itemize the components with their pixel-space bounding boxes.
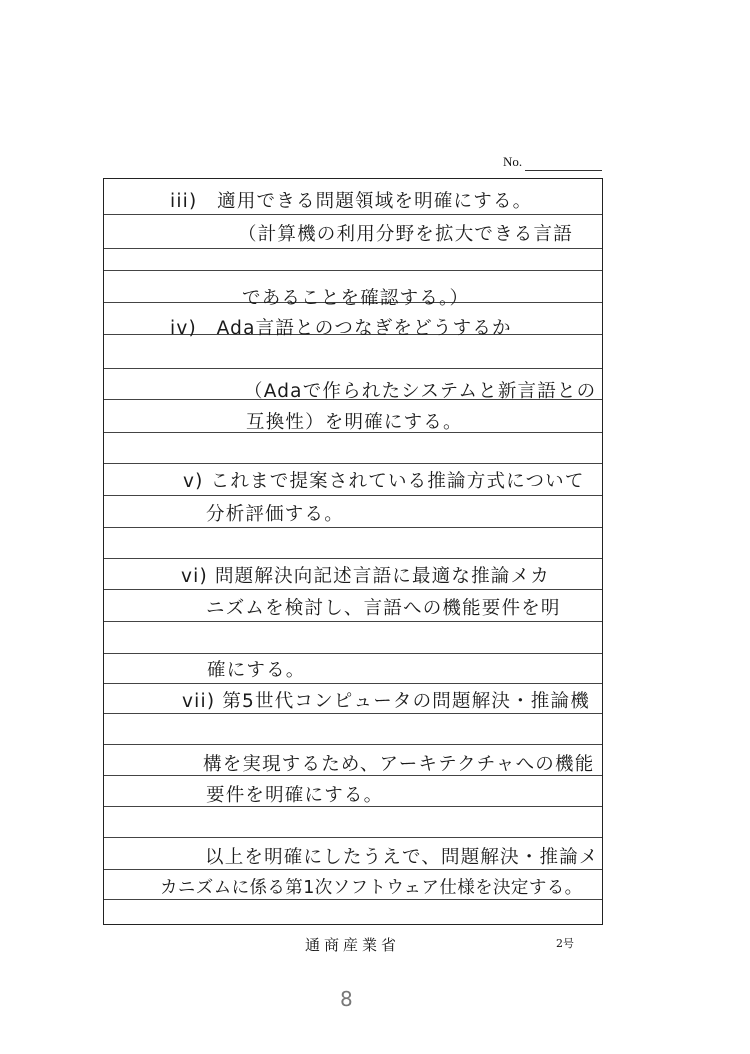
ruled-line [104,653,602,654]
text-line: iii) 適用できる問題領域を明確にする。 [170,191,533,212]
ruled-line [104,495,602,496]
text-line: v) これまで提案されている推論方式について [183,471,585,492]
ruled-line [104,527,602,528]
text-line: 確にする。 [207,660,306,681]
ruled-line [104,463,602,464]
text-line: vii) 第5世代コンピュータの問題解決・推論機 [182,691,590,712]
ruled-line [104,744,602,745]
text-line: カニズムに係る第1次ソフトウェア仕様を決定する。 [160,878,583,898]
text-line: （Adaで作られたシステムと新言語との [244,381,597,402]
text-line: iv) Ada言語とのつなぎをどうするか [170,318,512,339]
ruled-line [104,368,602,369]
ruled-line [104,558,602,559]
form-number: 2号 [556,937,574,950]
ruled-line [104,869,602,870]
page-number: 8 [340,987,353,1011]
no-label: No. [503,154,523,169]
text-line: ニズムを検討し、言語への機能要件を明 [206,598,561,619]
ruled-line [104,589,602,590]
text-line: であることを確認する。） [242,288,470,309]
text-line: 以上を明確にしたうえで、問題解決・推論メ [205,847,599,868]
ruled-line [104,683,602,684]
ministry-footer: 通商産業省 [305,936,401,954]
ruled-line [104,214,602,215]
no-underline [525,170,602,171]
ruled-line [104,621,602,622]
ruled-line [104,270,602,271]
text-line: 分析評価する。 [206,504,344,525]
text-line: 構を実現するため、アーキテクチャへの機能 [203,754,595,775]
ruled-line [104,837,602,838]
ruled-line [104,899,602,900]
text-line: vi) 問題解決向記述言語に最適な推論メカ [181,566,550,587]
text-line: （計算機の利用分野を拡大できる言語 [238,224,573,245]
ruled-line [104,248,602,249]
text-line: 互換性）を明確にする。 [246,412,463,433]
ruled-line [104,713,602,714]
text-line: 要件を明確にする。 [206,785,384,806]
